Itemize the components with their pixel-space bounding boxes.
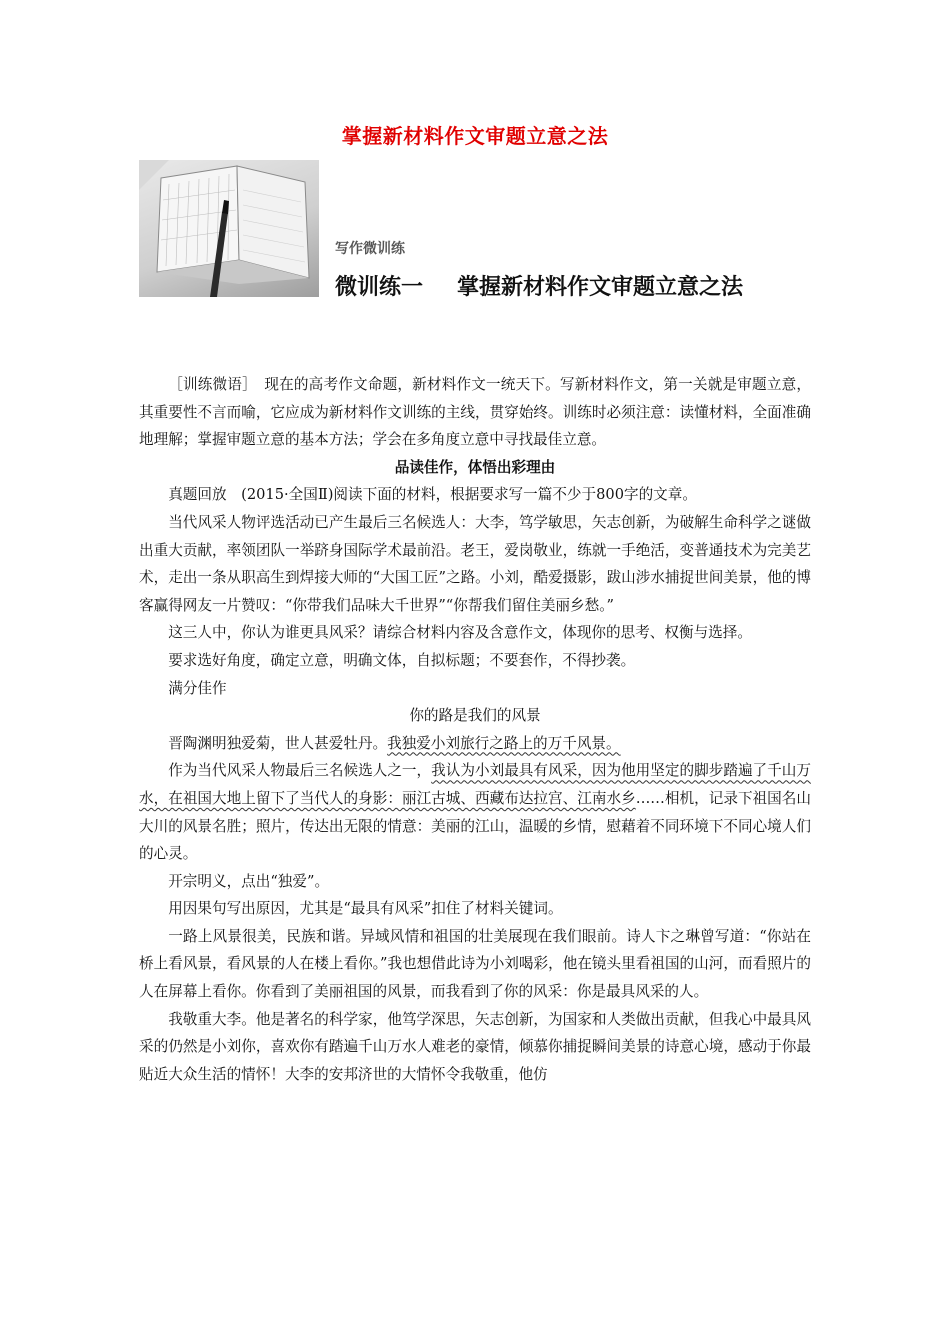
notebook-brush-illustration xyxy=(139,160,319,297)
p1-plain: 晋陶渊明独爱菊，世人甚爱牡丹。 xyxy=(168,734,388,752)
p1-marked: 我独爱小刘旅行之路上的万千风景。 xyxy=(387,734,621,752)
annotation-2: 用因果句写出原因，尤其是“最具有风采”扣住了材料关键词。 xyxy=(168,900,563,918)
prompt-question: 这三人中，你认为谁更具风采？请综合材料内容及含意作文，体现你的思考、权衡与选择。 xyxy=(168,624,752,642)
prompt-material: 当代风采人物评选活动已产生最后三名候选人：大李，笃学敏思，矢志创新，为破解生命科学之谜做出重大贡献，率领团队一举跻身国际学术最前沿。老王，爱岗敬业，练就一手绝活，变普通技术为完美艺术，走出一条从职高生到焊接大师的“大国工匠”之路。小刘，酷爱摄影，跋山涉水捕捉世间美景，他的博客赢得网友一片赞叹：“你带我们品味大千世界”“你帮我们留住美丽乡愁。” xyxy=(139,513,811,614)
sample-label: 满分佳作 xyxy=(168,679,227,697)
prompt-requirements: 要求选好角度，确定立意，明确文体，自拟标题；不要套作，不得抄袭。 xyxy=(168,651,636,669)
section-heading xyxy=(335,270,743,301)
p2-rest: ……相机，记录下祖国名山大川的风景名胜；照片，传达出无限的情意：美丽的江山，温暖的乡情，慰藉着不同环境下不同心境人们的心灵。 xyxy=(139,789,811,863)
section-label: 写作微训练 xyxy=(335,241,405,257)
prompt-intro: 真题回放 (2015·全国Ⅱ)阅读下面的材料，根据要求写一篇不少于800字的文章。 xyxy=(168,486,697,504)
section-number: 微训练一 xyxy=(335,275,424,300)
essay-paragraph-2 xyxy=(139,757,811,867)
p2-marked: 我认为小刘最具有风采，因为他用坚定的脚步踏遍了千山万水，在祖国大地上留下了当代人的身影：丽江古城、西藏布达拉宫、江南水乡 xyxy=(139,762,811,807)
document-body xyxy=(139,371,811,1088)
annotation-1: 开宗明义，点出“独爱”。 xyxy=(168,872,330,890)
page-title: 掌握新材料作文审题立意之法 xyxy=(341,124,609,148)
notebook-brush-image xyxy=(139,160,319,297)
intro-paragraph: ［训练微语］ 现在的高考作文命题，新材料作文一统天下。写新材料作文，第一关就是审题立意，其重要性不言而喻，它应成为新材料作文训练的主线，贯穿始终。训练时必须注意：读懂材料，全面准确地理解；掌握审题立意的基本方法；学会在多角度立意中寻找最佳立意。 xyxy=(139,376,811,449)
essay-title: 你的路是我们的风景 xyxy=(409,707,541,725)
essay-paragraph-4: 我敬重大李。他是著名的科学家，他笃学深思，矢志创新，为国家和人类做出贡献，但我心中最具风采的仍然是小刘你，喜欢你有踏遍千山万水人难老的豪情，倾慕你捕捉瞬间美景的诗意心境，感动于你最贴近大众生活的情怀！大李的安邦济世的大情怀令我敬重，他仿 xyxy=(139,1010,811,1083)
essay-paragraph-3: 一路上风景很美，民族和谐。异域风情和祖国的壮美展现在我们眼前。诗人卞之琳曾写道：“你站在桥上看风景，看风景的人在楼上看你。”我也想借此诗为小刘喝彩，他在镜头里看祖国的山河，而看照片的人在屏幕上看你。你看到了美丽祖国的风景，而我看到了你的风采：你是最具风采的人。 xyxy=(139,927,811,1001)
subheading: 品读佳作，体悟出彩理由 xyxy=(394,458,556,476)
section-title: 掌握新材料作文审题立意之法 xyxy=(457,275,744,300)
essay-paragraph-1 xyxy=(139,730,811,758)
p2-plain: 作为当代风采人物最后三名候选人之一， xyxy=(168,762,432,780)
